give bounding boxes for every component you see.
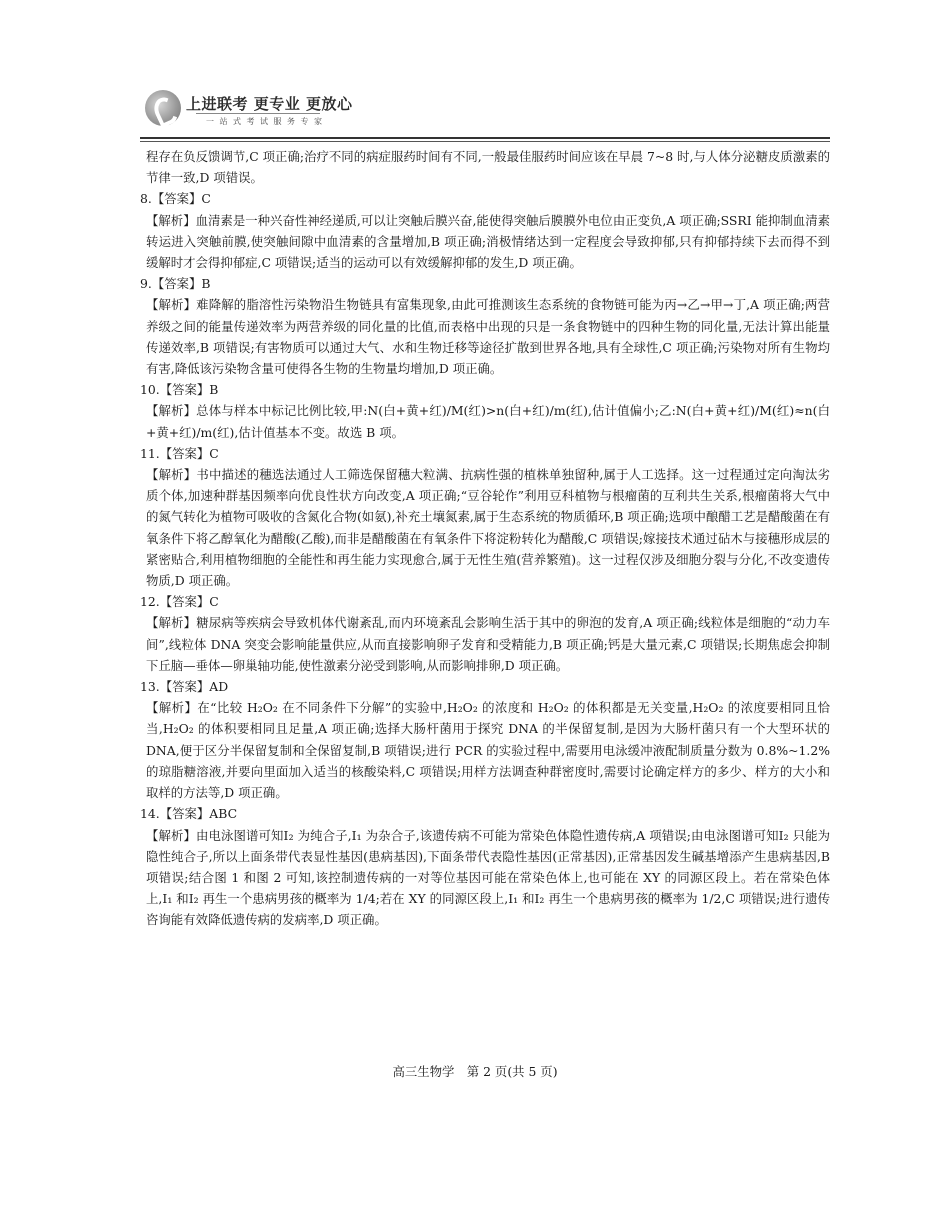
- analysis-paragraph: [140, 210, 830, 274]
- continuation-line-1: 程存在负反馈调节,C 项正确;治疗不同的病症服药时间有不同,一般最佳服药时间应该在早晨 7~8 时,与人体: [146, 149, 731, 164]
- answer-key-content: [140, 146, 830, 931]
- question-item: [140, 379, 830, 443]
- question-item: [140, 803, 830, 930]
- question-number: 10.: [140, 382, 160, 398]
- analysis-text: 书中描述的穗选法通过人工筛选保留穗大粒满、抗病性强的植株单独留种,属于人工选择。这一过程通过定向淘汰劣质个体,加速种群基因频率向优良性状方向改变,A 项正确;“豆谷轮作”利用豆科植物与根瘤菌的互利共生关系,根瘤菌将大气中的氮气转化为植物可吸收的含氮化合物(如氨),补充土壤氮素,属于生态系统的物质循环,B 项正确;选项中酿醋工艺是醋酸菌在有氧条件下将乙醇氧化为醋酸(乙酸),而非是醋酸菌在有氧条件下将淀粉转化为醋酸,C 项错误;嫁接技术通过砧木与接穗形成层的紧密贴合,利用植物细胞的全能性和再生能力实现愈合,属于无性生殖(营养繁殖)。这一过程仅涉及细胞分裂与分化,不改变遗传物质,D 项正确。: [146, 467, 830, 589]
- analysis-label: 【解析】: [146, 403, 197, 419]
- answer-label: 【答案】: [159, 806, 210, 822]
- answer-value: C: [209, 445, 219, 461]
- analysis-paragraph: [140, 825, 830, 931]
- continuation-line-2: 分泌糖皮质激素的节律一致,D 项错误。: [146, 149, 831, 186]
- analysis-text: 难降解的脂溶性污染物沿生物链具有富集现象,由此可推测该生态系统的食物链可能为丙→乙→甲→丁,A 项正确;两营养级之间的能量传递效率为两营养级的同化量的比值,而表格中出现的只是一条食物链中的四种生物的同化量,无法计算出能量传递效率,B 项错误;有害物质可以通过大气、水和生物迁移等途径扩散到世界各地,具有全球性,C 项正确;污染物对所有生物均有害,降低该污染物含量可使得各生物的生物量均增加,D 项正确。: [146, 297, 830, 377]
- answer-line: [140, 676, 830, 697]
- question-number: 9.: [140, 276, 152, 292]
- answer-value: B: [201, 276, 211, 292]
- analysis-text: 在“比较 H₂O₂ 在不同条件下分解”的实验中,H₂O₂ 的浓度和 H₂O₂ 的体积都是无关变量,H₂O₂ 的浓度要相同且恰当,H₂O₂ 的体积要相同且足量,A 项正确;选择大肠杆菌用于探究 DNA 的半保留复制,是因为大肠杆菌只有一个大型环状的 DNA,便于区分半保留复制和全保留复制,B 项错误;进行 PCR 的实验过程中,需要用电泳缓冲液配制质量分数为 0.8%~1.2%的琼脂糖溶液,并要向里面加入适当的核酸染料,C 项错误;用样方法调查种群密度时,需要讨论确定样方的多少、样方的大小和取样的方法等,D 项正确。: [146, 700, 831, 801]
- answer-label: 【答案】: [151, 276, 202, 292]
- analysis-paragraph: [140, 612, 830, 676]
- analysis-label: 【解析】: [146, 700, 198, 716]
- analysis-paragraph: [140, 294, 830, 379]
- question-number: 8.: [140, 191, 152, 207]
- answer-value: ABC: [209, 806, 238, 822]
- analysis-label: 【解析】: [146, 467, 197, 483]
- answer-label: 【答案】: [159, 445, 210, 461]
- question-number: 12.: [140, 594, 160, 610]
- answer-line: [140, 443, 830, 464]
- answer-value: C: [201, 191, 211, 207]
- answer-line: [140, 379, 830, 400]
- brand-subslogan: 一站式考试服务专家: [206, 117, 328, 126]
- analysis-text: 总体与样本中标记比例比较,甲:N(白+黄+红)/M(红)>n(白+红)/m(红),估计值偏小;乙:N(白+黄+红)/M(红)≈n(白+黄+红)/m(红),估计值基本不变。故选 B 项。: [146, 403, 831, 440]
- analysis-label: 【解析】: [146, 297, 197, 313]
- question-number: 11.: [140, 445, 160, 461]
- question-item: [140, 188, 830, 273]
- header-divider: [140, 137, 830, 139]
- question-item: [140, 443, 830, 591]
- analysis-paragraph: [140, 697, 830, 803]
- answer-value: C: [209, 594, 219, 610]
- page-footer: 高三生物学 第 2 页(共 5 页): [392, 1064, 558, 1079]
- continuation-paragraph: [140, 146, 830, 188]
- answer-line: [140, 591, 830, 612]
- brand-logo-icon: [145, 90, 181, 126]
- analysis-paragraph: [140, 400, 830, 442]
- answer-line: [140, 188, 830, 209]
- analysis-text: 血清素是一种兴奋性神经递质,可以让突触后膜兴奋,能使得突触后膜膜外电位由正变负,A 项正确;SSRI 能抑制血清素转运进入突触前膜,使突触间隙中血清素的含量增加,B 项正确;消极情绪达到一定程度会导致抑郁,只有抑郁持续下去而得不到缓解时才会得抑郁症,C 项错误;适当的运动可以有效缓解抑郁的发生,D 项正确。: [146, 212, 830, 271]
- answer-value: B: [209, 382, 219, 398]
- analysis-paragraph: [140, 464, 830, 591]
- page-header: [140, 88, 830, 138]
- question-item: [140, 676, 830, 803]
- question-item: [140, 273, 830, 379]
- answer-label: 【答案】: [159, 382, 210, 398]
- answer-value: AD: [209, 679, 229, 695]
- brand-slogan: 上进联考 更专业 更放心: [186, 95, 353, 113]
- analysis-label: 【解析】: [146, 615, 197, 631]
- analysis-text: 由电泳图谱可知Ⅰ₂ 为纯合子,Ⅰ₁ 为杂合子,该遗传病不可能为常染色体隐性遗传病,A 项错误;由电泳图谱可知Ⅰ₂ 只能为隐性纯合子,所以上面条带代表显性基因(患病基因),下面条带代表隐性基因(正常基因),正常基因发生碱基增添产生患病基因,B 项错误;结合图 1 和图 2 可知,该控制遗传病的一对等位基因可能在常染色体上,也可能在 XY 的同源区段上。若在常染色体上,Ⅰ₁ 和Ⅰ₂ 再生一个患病男孩的概率为 1/4;若在 XY 的同源区段上,Ⅰ₁ 和Ⅰ₂ 再生一个患病男孩的概率为 1/2,C 项错误;进行遗传咨询能有效降低遗传病的发病率,D 项正确。: [146, 827, 831, 928]
- header-divider-thin: [140, 141, 830, 142]
- answer-line: [140, 273, 830, 294]
- question-item: [140, 591, 830, 676]
- question-number: 14.: [140, 806, 160, 822]
- question-list: [140, 188, 830, 930]
- question-number: 13.: [140, 679, 160, 695]
- answer-line: [140, 803, 830, 824]
- answer-label: 【答案】: [159, 594, 210, 610]
- analysis-label: 【解析】: [146, 827, 197, 843]
- slogan-underline: [196, 113, 320, 114]
- analysis-text: 糖尿病等疾病会导致机体代谢紊乱,而内环境紊乱会影响生活于其中的卵泡的发育,A 项正确;线粒体是细胞的“动力车间”,线粒体 DNA 突变会影响能量供应,从而直接影响卵子发育和受精能力,B 项正确;钙是大量元素,C 项错误;长期焦虑会抑制下丘脑—垂体—卵巢轴功能,使性激素分泌受到影响,从而影响排卵,D 项正确。: [146, 615, 831, 673]
- answer-label: 【答案】: [159, 679, 210, 695]
- answer-label: 【答案】: [151, 191, 202, 207]
- analysis-label: 【解析】: [146, 212, 196, 228]
